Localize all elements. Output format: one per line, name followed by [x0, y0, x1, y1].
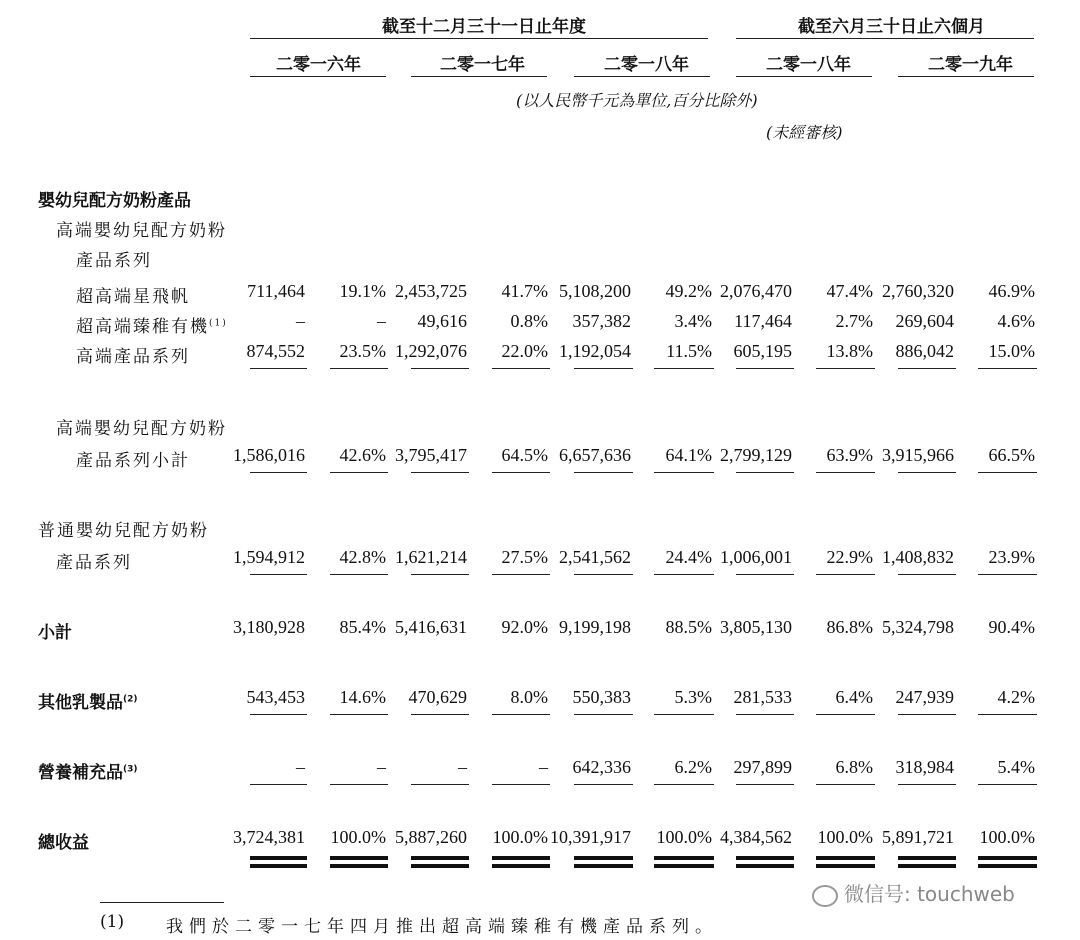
double-rule-bottom-1	[330, 864, 388, 872]
cell-other-dairy-0: 543,453	[246, 687, 305, 707]
cell-nutrition-7: 6.8%	[835, 757, 873, 777]
rule-regular-7	[816, 574, 875, 575]
wechat-icon	[812, 885, 838, 907]
rule-regular-3	[492, 574, 550, 575]
cell-super-star-9: 46.9%	[988, 281, 1035, 301]
cell-super-organic-6: 117,464	[734, 311, 792, 331]
cell-regular-4: 2,541,562	[559, 547, 631, 567]
rule-nutrition-0	[250, 784, 307, 785]
cell-super-organic-4: 357,382	[572, 311, 631, 331]
cell-super-organic-0: –	[296, 311, 305, 331]
period-header-2018: 二零一八年	[604, 55, 689, 75]
cell-subtotal-0: 3,180,928	[233, 617, 305, 637]
rule-premium-subtotal-0	[250, 472, 307, 473]
period-rule-2019-h1	[898, 76, 1034, 77]
cell-super-star-3: 41.7%	[501, 281, 548, 301]
cell-subtotal-7: 86.8%	[826, 617, 873, 637]
double-rule-bottom-9	[978, 864, 1037, 872]
cell-premium-subtotal-7: 63.9%	[826, 445, 873, 465]
cell-premium-line-8: 886,042	[895, 341, 954, 361]
watermark: 微信号: touchweb	[812, 878, 1015, 907]
cell-super-star-4: 5,108,200	[559, 281, 631, 301]
cell-nutrition-5: 6.2%	[674, 757, 712, 777]
rule-premium-subtotal-2	[411, 472, 469, 473]
label-subtotal: 小計	[38, 623, 72, 643]
rule-premium-subtotal-9	[978, 472, 1037, 473]
cell-super-star-6: 2,076,470	[720, 281, 792, 301]
cell-nutrition-6: 297,899	[733, 757, 792, 777]
cell-regular-1: 42.8%	[339, 547, 386, 567]
cell-premium-subtotal-4: 6,657,636	[559, 445, 631, 465]
unit-note: (以人民幣千元為單位,百分比除外)	[516, 91, 758, 110]
cell-nutrition-3: –	[539, 757, 548, 777]
unaudited-note: (未經審核)	[766, 123, 843, 142]
header-group-year: 截至十二月三十一日止年度	[382, 17, 586, 37]
cell-total-1: 100.0%	[330, 827, 386, 847]
cell-other-dairy-2: 470,629	[408, 687, 467, 707]
period-rule-2018-h1	[736, 76, 872, 77]
rule-premium-line-0	[250, 368, 307, 369]
label-total: 總收益	[38, 833, 89, 853]
rule-other-dairy-8	[898, 714, 956, 715]
footnote-rule	[100, 902, 224, 903]
rule-premium-line-5	[654, 368, 714, 369]
rule-premium-line-3	[492, 368, 550, 369]
cell-other-dairy-8: 247,939	[895, 687, 954, 707]
rule-regular-1	[330, 574, 388, 575]
rule-other-dairy-5	[654, 714, 714, 715]
cell-super-organic-3: 0.8%	[510, 311, 548, 331]
double-rule-top-7	[816, 856, 875, 864]
rule-nutrition-3	[492, 784, 550, 785]
double-rule-top-3	[492, 856, 550, 864]
label-premium-subtotal-line1: 高端嬰幼兒配方奶粉	[56, 419, 227, 439]
cell-premium-line-1: 23.5%	[339, 341, 386, 361]
cell-super-star-1: 19.1%	[339, 281, 386, 301]
cell-premium-line-4: 1,192,054	[559, 341, 631, 361]
cell-regular-5: 24.4%	[665, 547, 712, 567]
cell-nutrition-9: 5.4%	[997, 757, 1035, 777]
cell-premium-subtotal-3: 64.5%	[501, 445, 548, 465]
period-header-2016: 二零一六年	[276, 55, 361, 75]
cell-total-3: 100.0%	[492, 827, 548, 847]
cell-premium-line-9: 15.0%	[988, 341, 1035, 361]
label-premium-series-line2: 產品系列	[76, 251, 152, 271]
double-rule-top-9	[978, 856, 1037, 864]
cell-super-star-7: 47.4%	[826, 281, 873, 301]
period-rule-2017	[411, 76, 547, 77]
label-premium-series-line1: 高端嬰幼兒配方奶粉	[56, 221, 227, 241]
rule-regular-9	[978, 574, 1037, 575]
rule-premium-line-7	[816, 368, 875, 369]
double-rule-bottom-6	[736, 864, 794, 872]
cell-premium-subtotal-1: 42.6%	[339, 445, 386, 465]
double-rule-top-1	[330, 856, 388, 864]
double-rule-top-2	[411, 856, 469, 864]
rule-nutrition-4	[574, 784, 633, 785]
cell-super-organic-7: 2.7%	[835, 311, 873, 331]
cell-super-organic-5: 3.4%	[674, 311, 712, 331]
rule-nutrition-2	[411, 784, 469, 785]
rule-other-dairy-7	[816, 714, 875, 715]
cell-total-2: 5,887,260	[395, 827, 467, 847]
cell-premium-line-6: 605,195	[733, 341, 792, 361]
rule-other-dairy-6	[736, 714, 794, 715]
cell-other-dairy-9: 4.2%	[997, 687, 1035, 707]
period-rule-2018	[574, 76, 710, 77]
cell-subtotal-8: 5,324,798	[882, 617, 954, 637]
label-other-dairy: 其他乳製品$^{(2)}$	[38, 693, 138, 713]
rule-other-dairy-1	[330, 714, 388, 715]
label-super-star: 超高端星飛帆	[76, 287, 190, 307]
cell-regular-6: 1,006,001	[720, 547, 792, 567]
cell-premium-line-5: 11.5%	[666, 341, 712, 361]
cell-subtotal-2: 5,416,631	[395, 617, 467, 637]
label-super-organic: 超高端臻稚有機$^{(1)}$	[76, 317, 228, 337]
rule-other-dairy-2	[411, 714, 469, 715]
cell-total-8: 5,891,721	[882, 827, 954, 847]
cell-regular-8: 1,408,832	[882, 547, 954, 567]
cell-subtotal-4: 9,199,198	[559, 617, 631, 637]
period-header-2017: 二零一七年	[440, 55, 525, 75]
rule-premium-subtotal-6	[736, 472, 794, 473]
label-nutrition: 營養補充品$^{(3)}$	[38, 763, 138, 783]
cell-other-dairy-1: 14.6%	[339, 687, 386, 707]
period-header-2018-h1: 二零一八年	[766, 55, 851, 75]
cell-premium-subtotal-8: 3,915,966	[882, 445, 954, 465]
double-rule-top-8	[898, 856, 956, 864]
double-rule-bottom-2	[411, 864, 469, 872]
cell-super-star-2: 2,453,725	[395, 281, 467, 301]
cell-subtotal-3: 92.0%	[501, 617, 548, 637]
double-rule-top-0	[250, 856, 307, 864]
cell-nutrition-0: –	[296, 757, 305, 777]
cell-super-organic-2: 49,616	[417, 311, 467, 331]
double-rule-bottom-3	[492, 864, 550, 872]
cell-subtotal-9: 90.4%	[988, 617, 1035, 637]
double-rule-bottom-8	[898, 864, 956, 872]
rule-nutrition-6	[736, 784, 794, 785]
header-group-year-rule	[250, 38, 708, 39]
label-regular-line1: 普通嬰幼兒配方奶粉	[38, 521, 209, 541]
cell-other-dairy-5: 5.3%	[674, 687, 712, 707]
footnote-ref-3: (3)	[123, 764, 138, 775]
cell-premium-line-7: 13.8%	[826, 341, 873, 361]
period-header-2019-h1: 二零一九年	[928, 55, 1013, 75]
cell-super-star-0: 711,464	[247, 281, 305, 301]
double-rule-bottom-5	[654, 864, 714, 872]
double-rule-bottom-0	[250, 864, 307, 872]
double-rule-bottom-4	[574, 864, 633, 872]
rule-premium-subtotal-5	[654, 472, 714, 473]
footnote-ref-2: (2)	[123, 694, 138, 705]
rule-regular-2	[411, 574, 469, 575]
rule-premium-line-2	[411, 368, 469, 369]
label-regular-line2: 產品系列	[56, 553, 132, 573]
cell-other-dairy-3: 8.0%	[510, 687, 548, 707]
double-rule-top-4	[574, 856, 633, 864]
rule-nutrition-9	[978, 784, 1037, 785]
cell-subtotal-5: 88.5%	[665, 617, 712, 637]
double-rule-bottom-7	[816, 864, 875, 872]
rule-regular-6	[736, 574, 794, 575]
header-group-half: 截至六月三十日止六個月	[798, 17, 985, 37]
cell-regular-3: 27.5%	[501, 547, 548, 567]
rule-regular-5	[654, 574, 714, 575]
cell-premium-subtotal-0: 1,586,016	[233, 445, 305, 465]
cell-super-star-8: 2,760,320	[882, 281, 954, 301]
cell-other-dairy-4: 550,383	[572, 687, 631, 707]
cell-other-dairy-7: 6.4%	[835, 687, 873, 707]
footnote-text: 我們於二零一七年四月推出超高端臻稚有機產品系列。	[166, 917, 718, 937]
label-infant-formula: 嬰幼兒配方奶粉產品	[38, 191, 191, 211]
rule-regular-0	[250, 574, 307, 575]
rule-premium-subtotal-7	[816, 472, 875, 473]
rule-premium-subtotal-3	[492, 472, 550, 473]
cell-regular-7: 22.9%	[826, 547, 873, 567]
rule-other-dairy-4	[574, 714, 633, 715]
label-premium-subtotal-line2: 產品系列小計	[76, 451, 190, 471]
cell-premium-subtotal-5: 64.1%	[665, 445, 712, 465]
footnote-ref-1: (1)	[209, 318, 228, 329]
cell-regular-9: 23.9%	[988, 547, 1035, 567]
cell-nutrition-1: –	[377, 757, 386, 777]
rule-nutrition-7	[816, 784, 875, 785]
cell-nutrition-2: –	[458, 757, 467, 777]
cell-subtotal-6: 3,805,130	[720, 617, 792, 637]
rule-regular-4	[574, 574, 633, 575]
rule-premium-subtotal-1	[330, 472, 388, 473]
cell-premium-line-0: 874,552	[246, 341, 305, 361]
rule-other-dairy-3	[492, 714, 550, 715]
cell-other-dairy-6: 281,533	[733, 687, 792, 707]
cell-total-5: 100.0%	[656, 827, 712, 847]
rule-regular-8	[898, 574, 956, 575]
rule-nutrition-5	[654, 784, 714, 785]
cell-regular-2: 1,621,214	[395, 547, 467, 567]
cell-premium-subtotal-6: 2,799,129	[720, 445, 792, 465]
rule-premium-subtotal-4	[574, 472, 633, 473]
rule-premium-line-1	[330, 368, 388, 369]
rule-nutrition-8	[898, 784, 956, 785]
rule-premium-line-6	[736, 368, 794, 369]
header-group-half-rule	[736, 38, 1034, 39]
cell-super-organic-1: –	[377, 311, 386, 331]
rule-other-dairy-0	[250, 714, 307, 715]
cell-premium-subtotal-2: 3,795,417	[395, 445, 467, 465]
cell-premium-line-2: 1,292,076	[395, 341, 467, 361]
rule-premium-line-9	[978, 368, 1037, 369]
rule-premium-line-4	[574, 368, 633, 369]
cell-premium-subtotal-9: 66.5%	[988, 445, 1035, 465]
cell-total-4: 10,391,917	[550, 827, 631, 847]
period-rule-2016	[250, 76, 386, 77]
cell-nutrition-4: 642,336	[572, 757, 631, 777]
cell-total-7: 100.0%	[817, 827, 873, 847]
cell-subtotal-1: 85.4%	[339, 617, 386, 637]
cell-super-star-5: 49.2%	[665, 281, 712, 301]
rule-other-dairy-9	[978, 714, 1037, 715]
double-rule-top-5	[654, 856, 714, 864]
rule-premium-subtotal-8	[898, 472, 956, 473]
cell-super-organic-9: 4.6%	[997, 311, 1035, 331]
cell-premium-line-3: 22.0%	[501, 341, 548, 361]
double-rule-top-6	[736, 856, 794, 864]
cell-total-9: 100.0%	[979, 827, 1035, 847]
cell-nutrition-8: 318,984	[895, 757, 954, 777]
rule-premium-line-8	[898, 368, 956, 369]
label-premium-line: 高端產品系列	[76, 347, 190, 367]
footnote-mark: (1)	[100, 912, 125, 932]
cell-super-organic-8: 269,604	[895, 311, 954, 331]
cell-regular-0: 1,594,912	[233, 547, 305, 567]
rule-nutrition-1	[330, 784, 388, 785]
cell-total-6: 4,384,562	[720, 827, 792, 847]
cell-total-0: 3,724,381	[233, 827, 305, 847]
